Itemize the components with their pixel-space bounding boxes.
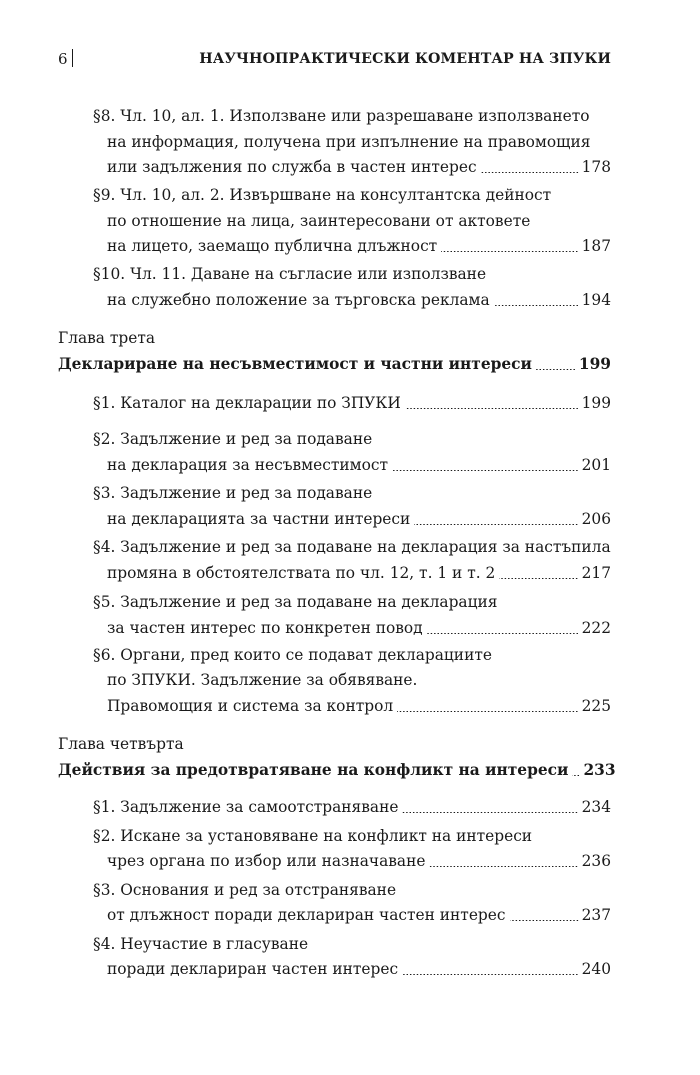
toc-entry-s8-line1: §8. Чл. 10, ал. 1. Използване или разрешаване използването: [93, 107, 590, 125]
toc-entry-c4-s4-line2: поради деклариран частен интерес: [107, 960, 399, 978]
toc-entry-s10-line1: §10. Чл. 11. Даване на съгласие или използване: [93, 265, 487, 283]
toc-entry-s9[interactable]: [107, 234, 611, 258]
toc-entry-s9-line3: на лицето, заемащо публична длъжност: [107, 237, 438, 255]
dot-leader: [572, 775, 580, 776]
toc-entry-s10-page: 194: [581, 291, 611, 309]
toc-entry-s10[interactable]: [107, 288, 611, 312]
toc-entry-c3-s1-page: 199: [581, 394, 611, 412]
toc-entry-c3-s2[interactable]: [107, 453, 611, 477]
dot-leader: [499, 578, 578, 579]
toc-entry-c3-s6-line3: Правомощия и система за контрол: [107, 697, 394, 715]
header-divider: [72, 49, 73, 67]
toc-entry-c3-s2-page: 201: [581, 456, 611, 474]
toc-entry-c4-s4-line1: §4. Неучастие в гласуване: [93, 935, 309, 953]
dot-leader: [402, 974, 579, 975]
toc-entry-c4-s3-line2: от длъжност поради деклариран частен интерес: [107, 906, 506, 924]
toc-entry-c3-s6[interactable]: [107, 694, 611, 718]
toc-entry-c4-s3[interactable]: [107, 903, 611, 927]
toc-entry-c3-s4-page: 217: [581, 564, 611, 582]
toc-entry-c3-s2-line1: §2. Задължение и ред за подаване: [93, 430, 373, 448]
toc-entry-c4-s1-line1: §1. Задължение за самоотстраняване: [93, 798, 399, 816]
dot-leader: [536, 369, 576, 370]
toc-entry-s8-line2: на информация, получена при изпълнение на правомощия: [107, 133, 591, 151]
dot-leader: [494, 305, 579, 306]
toc-entry-c4-s4-page: 240: [581, 960, 611, 978]
toc-entry-c3-s4-line2: промяна в обстоятелствата по чл. 12, т. 1 и т. 2: [107, 564, 496, 582]
dot-leader: [427, 633, 579, 634]
toc-entry-c3-s1[interactable]: [93, 391, 611, 415]
chapter-4-label: Глава четвърта: [58, 735, 184, 753]
toc-entry-s8-page: 178: [581, 158, 611, 176]
toc-entry-c4-s2-line2: чрез органа по избор или назначаване: [107, 852, 426, 870]
running-title: НАУЧНОПРАКТИЧЕСКИ КОМЕНТАР НА ЗПУКИ: [199, 51, 611, 67]
toc-entry-c4-s2-page: 236: [581, 852, 611, 870]
toc-entry-c4-s3-line1: §3. Основания и ред за отстраняване: [93, 881, 397, 899]
dot-leader: [402, 812, 578, 813]
toc-entry-c3-s5-line2: за частен интерес по конкретен повод: [107, 619, 423, 637]
toc-entry-c3-s5[interactable]: [107, 616, 611, 640]
toc-entry-s8[interactable]: [107, 155, 611, 179]
toc-chapter-3[interactable]: [58, 352, 611, 376]
toc-entry-c4-s2-line1: §2. Искане за установяване на конфликт на интереси: [93, 827, 533, 845]
chapter-4-title: Действия за предотвратяване на конфликт на интереси: [58, 761, 569, 779]
toc-entry-c3-s3[interactable]: [107, 507, 611, 531]
toc-entry-c4-s1-page: 234: [581, 798, 611, 816]
dot-leader: [397, 711, 578, 712]
toc-entry-c3-s1-line1: §1. Каталог на декларации по ЗПУКИ: [93, 394, 401, 412]
chapter-4-page: 233: [583, 761, 616, 779]
toc-entry-s9-line1: §9. Чл. 10, ал. 2. Извършване на консултантска дейност: [93, 186, 552, 204]
toc-entry-c3-s3-page: 206: [581, 510, 611, 528]
toc-entry-s8-line3: или задължения по служба в частен интерес: [107, 158, 477, 176]
toc-entry-c3-s6-line2: по ЗПУКИ. Задължение за обявяване.: [107, 671, 418, 689]
toc-entry-c3-s5-line1: §5. Задължение и ред за подаване на декларация: [93, 593, 498, 611]
chapter-3-title: Деклариране на несъвместимост и частни интереси: [58, 355, 532, 373]
toc-entry-c4-s2[interactable]: [107, 849, 611, 873]
toc-entry-s10-line2: на служебно положение за търговска реклама: [107, 291, 490, 309]
page-number: 6: [58, 50, 68, 68]
toc-entry-c3-s5-page: 222: [581, 619, 611, 637]
dot-leader: [405, 408, 579, 409]
toc-entry-c3-s3-line1: §3. Задължение и ред за подаване: [93, 484, 373, 502]
toc-entry-c4-s3-page: 237: [581, 906, 611, 924]
toc-entry-c3-s2-line2: на декларация за несъвместимост: [107, 456, 389, 474]
toc-chapter-4[interactable]: [58, 758, 616, 782]
dot-leader: [414, 524, 578, 525]
toc-entry-c4-s1[interactable]: [93, 795, 611, 819]
dot-leader: [510, 920, 579, 921]
chapter-3-page: 199: [578, 355, 611, 373]
toc-entry-c3-s6-line1: §6. Органи, пред които се подават декларациите: [93, 646, 492, 664]
toc-entry-c3-s3-line2: на декларацията за частни интереси: [107, 510, 411, 528]
dot-leader: [441, 251, 578, 252]
dot-leader: [481, 172, 579, 173]
page-header: [58, 48, 611, 70]
toc-entry-c3-s4-line1: §4. Задължение и ред за подаване на декларация за настъпила: [93, 538, 611, 556]
dot-leader: [392, 470, 579, 471]
toc-entry-c4-s4[interactable]: [107, 957, 611, 981]
chapter-3-label: Глава трета: [58, 329, 156, 347]
toc-entry-c3-s4[interactable]: [107, 561, 611, 585]
toc-entry-s9-line2: по отношение на лица, заинтересовани от актовете: [107, 212, 531, 230]
toc-entry-c3-s6-page: 225: [581, 697, 611, 715]
toc-entry-s9-page: 187: [581, 237, 611, 255]
dot-leader: [429, 866, 578, 867]
